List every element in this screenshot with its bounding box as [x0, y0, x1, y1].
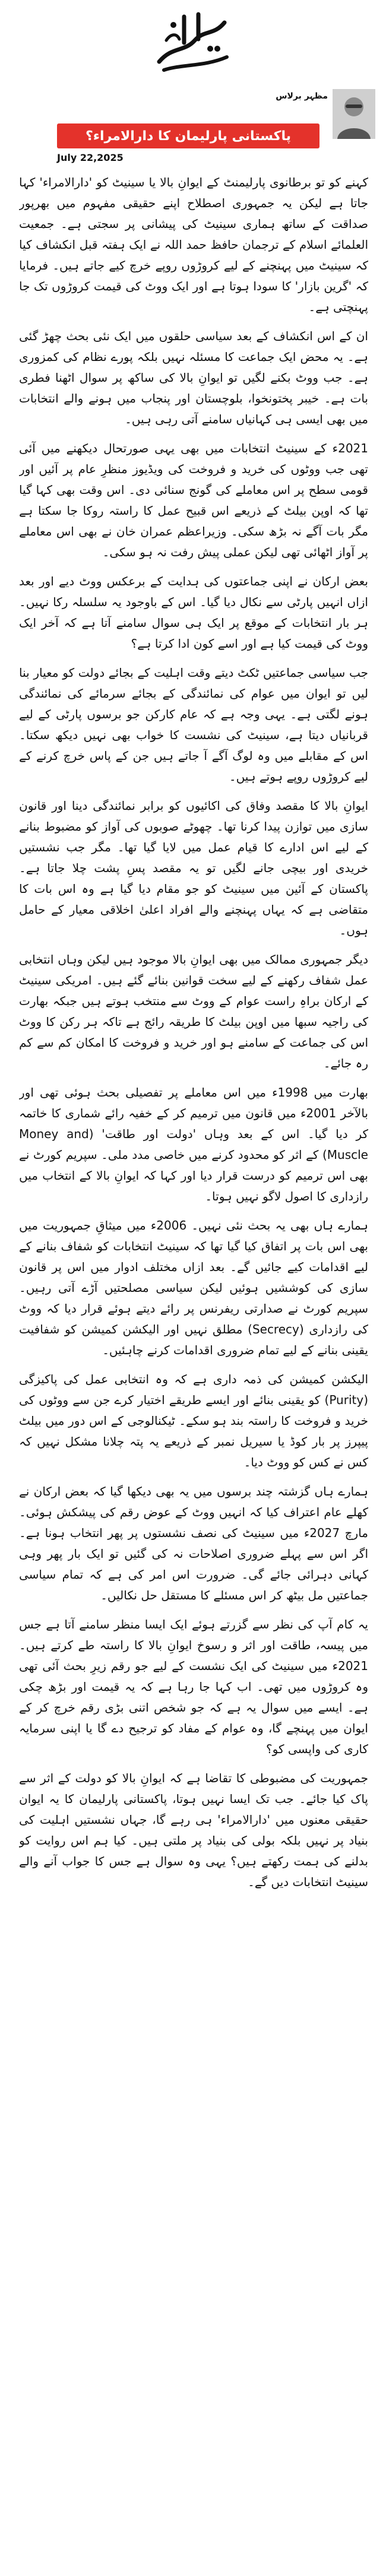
columnist-photo-icon [333, 89, 375, 139]
article-paragraph: 2021ء کے سینیٹ انتخابات میں بھی یہی صورتحال دیکھنے میں آئی تھی جب ووٹوں کی خرید و فروخت کی ویڈیوز منظرِ عام پر آئیں اور قومی سطح پر اس معاملے کی گونج سنائی دی۔ اس وقت بھی کہا گیا تھا کہ اوپن بیلٹ کے ذریعے اس قبیح عمل کا راستہ روکا جا سکتا ہے مگر بات آگے نہ بڑھ سکی۔ وزیراعظم عمران خان نے بھی اس معاملے پر آواز اٹھائی تھی لیکن عملی پیش رفت نہ ہو سکی۔ [19, 441, 368, 559]
masthead [0, 0, 386, 83]
columnist-name: مظہر برلاس [276, 91, 328, 101]
headline-text: پاکستانی پارلیمان کا دارالامراء؟ [86, 128, 291, 144]
article-paragraph: بعض ارکان نے اپنی جماعتوں کی ہدایت کے برعکس ووٹ دیے اور بعد ازاں انہیں پارٹی سے نکال دیا گیا۔ اس کے باوجود یہ سلسلہ رکا نہیں۔ ہر بار انتخابات کے موقع پر ایک ہی سوال سامنے آتا ہے کہ آخر ایک ووٹ کی قیمت کیا ہے اور اسے کون ادا کرتا ہے؟ [19, 574, 368, 651]
article-paragraph: یہ کام آپ کی نظر سے گزرتے ہوئے ایک ایسا منظر سامنے آتا ہے جس میں پیسہ، طاقت اور اثر و رسوخ ایوانِ بالا کا راستہ طے کرتے ہیں۔ 2021ء میں سینیٹ کی ایک نشست کے لیے جو رقم زیرِ بحث آئی تھی وہ کروڑوں میں تھی۔ اب کہا جا رہا ہے کہ یہ قیمت اور بڑھ چکی ہے۔ ایسے میں سوال یہ ہے کہ جو شخص اتنی بڑی رقم خرچ کر کے ایوان میں پہنچے گا، وہ عوام کے مفاد کو ترجیح دے گا یا اپنی سرمایہ کاری کی واپسی کو؟ [19, 1617, 368, 1756]
article-paragraph: ہمارے ہاں گزشتہ چند برسوں میں یہ بھی دیکھا گیا کہ بعض ارکان نے کھلے عام اعتراف کیا کہ انہیں ووٹ کے عوض رقم کی پیشکش ہوئی۔ مارچ 2027ء میں سینیٹ کی نصف نشستوں پر پھر انتخاب ہونا ہے۔ اگر اس سے پہلے ضروری اصلاحات نہ کی گئیں تو ایک بار پھر وہی کہانی دہرائی جائے گی۔ ضرورت اس امر کی ہے کہ تمام سیاسی جماعتیں مل بیٹھ کر اس مسئلے کا مستقل حل نکالیں۔ [19, 1484, 368, 1602]
dunya-logo-icon [147, 4, 239, 80]
article-paragraph: دیگر جمہوری ممالک میں بھی ایوانِ بالا موجود ہیں لیکن وہاں انتخابی عمل شفاف رکھنے کے لیے سخت قوانین بنائے گئے ہیں۔ امریکی سینیٹ کے ارکان براہِ راست عوام کے ووٹ سے منتخب ہوتے ہیں جبکہ بھارت کی راجیہ سبھا میں اوپن بیلٹ کا طریقہ رائج ہے تاکہ ہر رکن کا ووٹ اس کی جماعت کے سامنے ہو اور خرید و فروخت کا امکان کم سے کم رہ جائے۔ [19, 952, 368, 1070]
headline-banner [57, 123, 319, 148]
article-paragraph: ان کے اس انکشاف کے بعد سیاسی حلقوں میں ایک نئی بحث چھڑ گئی ہے۔ یہ محض ایک جماعت کا مسئلہ نہیں بلکہ پورے نظام کی کمزوری ہے۔ جب ووٹ بکنے لگیں تو ایوانِ بالا کی ساکھ پر سوال اٹھنا فطری بات ہے۔ خیبر پختونخوا، بلوچستان اور پنجاب میں ہونے والے انتخابات میں بھی ایسی ہی کہانیاں سامنے آتی رہی ہیں۔ [19, 329, 368, 426]
publish-date: July 22,2025 [57, 152, 124, 163]
article-body [19, 172, 368, 2565]
article-paragraph: ایوانِ بالا کا مقصد وفاق کی اکائیوں کو برابر نمائندگی دینا اور قانون سازی میں توازن پیدا کرنا تھا۔ چھوٹے صوبوں کی آواز کو مضبوط بنانے کے لیے اس ادارے کا قیام عمل میں لایا گیا تھا۔ مگر جب نشستیں خریدی اور بیچی جانے لگیں تو یہ مقصد پسِ پشت چلا جاتا ہے۔ پاکستان کے آئین میں سینیٹ کو جو مقام دیا گیا ہے وہ اس بات کا متقاضی ہے کہ یہاں پہنچنے والے افراد اعلیٰ اخلاقی معیار کے حامل ہوں۔ [19, 799, 368, 937]
article-paragraph: ہمارے ہاں بھی یہ بحث نئی نہیں۔ 2006ء میں میثاقِ جمہوریت میں بھی اس بات پر اتفاق کیا گیا تھا کہ سینیٹ انتخابات کو شفاف بنانے کے لیے اقدامات کیے جائیں گے۔ بعد ازاں مختلف ادوار میں اس پر قانون سازی کی کوششیں ہوئیں لیکن سیاسی مصلحتیں آڑے آتی رہیں۔ سپریم کورٹ نے صدارتی ریفرنس پر رائے دیتے ہوئے قرار دیا کہ ووٹ کی رازداری (Secrecy) مطلق نہیں اور الیکشن کمیشن کو شفافیت یقینی بنانے کے لیے تمام ضروری اقدامات کرنے چاہئیں۔ [19, 1218, 368, 1357]
article-paragraph: جمہوریت کی مضبوطی کا تقاضا ہے کہ ایوانِ بالا کو دولت کے اثر سے پاک کیا جائے۔ جب تک ایسا نہیں ہوتا، پاکستانی پارلیمان کا یہ ایوان حقیقی معنوں میں 'دارالامراء' ہی رہے گا، جہاں نشستیں اہلیت کی بنیاد پر نہیں بلکہ بولی کی بنیاد پر ملتی ہیں۔ کیا ہم اس روایت کو بدلنے کی ہمت رکھتے ہیں؟ یہی وہ سوال ہے جس کا جواب آنے والے سینیٹ انتخابات دیں گے۔ [19, 1771, 368, 1889]
article-paragraph: کہنے کو تو برطانوی پارلیمنٹ کے ایوانِ بالا یا سینیٹ کو 'دارالامراء' کہا جاتا ہے لیکن یہ جمہوری اصطلاح اپنے حقیقی مفہوم میں بھرپور صداقت کے ساتھ ہماری سینیٹ کی پیشانی پر سجتی ہے۔ جمعیت العلمائے اسلام کے ترجمان حافظ حمد اللہ نے ایک ہفتہ قبل انکشاف کیا کہ سینیٹ میں پہنچنے کے لیے کروڑوں روپے خرچ کیے جاتے ہیں۔ فرمایا کہ 'گرین بازار' کا سودا ہوتا ہے اور ایک ووٹ کی قیمت کروڑوں تک جا پہنچتی ہے۔ [19, 175, 368, 314]
article-paragraph: الیکشن کمیشن کی ذمہ داری ہے کہ وہ انتخابی عمل کی پاکیزگی (Purity) کو یقینی بنائے اور ایسے طریقے اختیار کرے جن سے ووٹوں کی خرید و فروخت کا راستہ بند ہو سکے۔ ٹیکنالوجی کے اس دور میں بیلٹ پیپرز پر بار کوڈ یا سیریل نمبر کے ذریعے یہ پتہ چلانا مشکل نہیں کہ کس نے کس کو ووٹ دیا۔ [19, 1372, 368, 1469]
article-paragraph: بھارت میں 1998ء میں اس معاملے پر تفصیلی بحث ہوئی تھی اور بالآخر 2001ء میں قانون میں ترمیم کر کے خفیہ رائے شماری کا خاتمہ کر دیا گیا۔ اس کے بعد وہاں 'دولت اور طاقت' (Money and Muscle) کے اثر کو محدود کرنے میں خاصی مدد ملی۔ سپریم کورٹ نے بھی اس ترمیم کو درست قرار دیا اور کہا کہ ایوانِ بالا کے انتخاب میں رازداری کا اصول لاگو نہیں ہوتا۔ [19, 1085, 368, 1203]
article-paragraph: جب سیاسی جماعتیں ٹکٹ دیتے وقت اہلیت کے بجائے دولت کو معیار بنا لیں تو ایوان میں عوام کی نمائندگی کے بجائے سرمائے کی نمائندگی ہونے لگتی ہے۔ یہی وجہ ہے کہ عام کارکن جو برسوں پارٹی کے لیے قربانیاں دیتا ہے، سینیٹ کی نشست کا خواب بھی نہیں دیکھ سکتا۔ اس کے مقابلے میں وہ لوگ آگے آ جاتے ہیں جن کے پاس خرچ کرنے کے لیے کروڑوں روپے ہوتے ہیں۔ [19, 666, 368, 784]
